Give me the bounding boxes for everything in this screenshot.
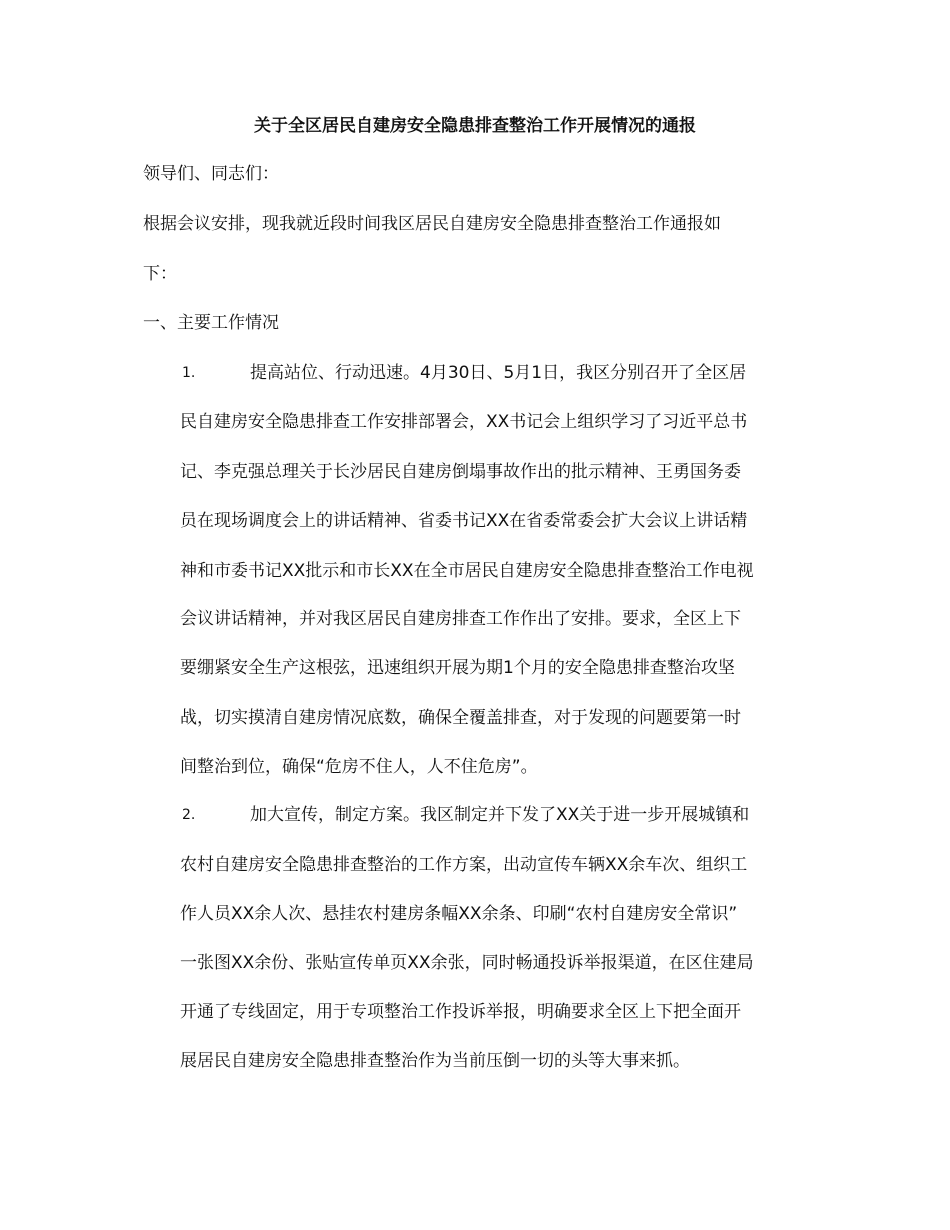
item-1-line-5: 神和市委书记XX批示和市长XX在全市居民自建房安全隐患排查整治工作电视 [180, 561, 754, 581]
salutation: 领导们、同志们： [143, 164, 279, 184]
item-2-number: 2. [182, 807, 196, 823]
item-1-line-9: 间整治到位，确保“危房不住人，人不住危房”。 [180, 757, 538, 777]
item-1-line-4: 员在现场调度会上的讲话精神、省委书记XX在省委常委会扩大会议上讲话精 [180, 511, 748, 531]
item-2-line-3: 作人员XX余人次、悬挂农村建房条幅XX余条、印刷“农村自建房安全常识” [180, 904, 738, 924]
item-1-line-3: 记、李克强总理关于长沙居民自建房倒塌事故作出的批示精神、王勇国务委 [180, 462, 741, 482]
item-2-line-6: 展居民自建房安全隐患排查整治作为当前压倒一切的头等大事来抓。 [180, 1051, 690, 1071]
section-heading: 一、主要工作情况 [143, 313, 279, 333]
item-2-line-4: 一张图XX余份、张贴宣传单页XX余张，同时畅通投诉举报渠道，在区住建局 [180, 953, 754, 973]
item-1-line-2: 民自建房安全隐患排查工作安排部署会，XX书记会上组织学习了习近平总书 [180, 412, 748, 432]
item-1-line-8: 战，切实摸清自建房情况底数，确保全覆盖排查，对于发现的问题要第一时 [180, 708, 741, 728]
intro-line-1: 根据会议安排，现我就近段时间我区居民自建房安全隐患排查整治工作通报如 [143, 214, 721, 234]
item-1-line-6: 会议讲话精神，并对我区居民自建房排查工作作出了安排。要求，全区上下 [180, 609, 741, 629]
item-2-line-1: 加大宣传，制定方案。我区制定并下发了XX关于进一步开展城镇和 [250, 805, 750, 825]
intro-line-2: 下： [143, 264, 177, 284]
item-1-number: 1. [182, 365, 196, 381]
item-1-line-1: 提高站位、行动迅速。4月30日、5月1日，我区分别召开了全区居 [250, 363, 747, 383]
item-1-line-7: 要绷紧安全生产这根弦，迅速组织开展为期1个月的安全隐患排查整治攻坚 [180, 658, 735, 678]
item-2-line-5: 开通了专线固定，用于专项整治工作投诉举报，明确要求全区上下把全面开 [180, 1002, 741, 1022]
item-2-line-2: 农村自建房安全隐患排查整治的工作方案，出动宣传车辆XX余车次、组织工 [180, 855, 748, 875]
document-title: 关于全区居民自建房安全隐患排查整治工作开展情况的通报 [254, 116, 696, 136]
